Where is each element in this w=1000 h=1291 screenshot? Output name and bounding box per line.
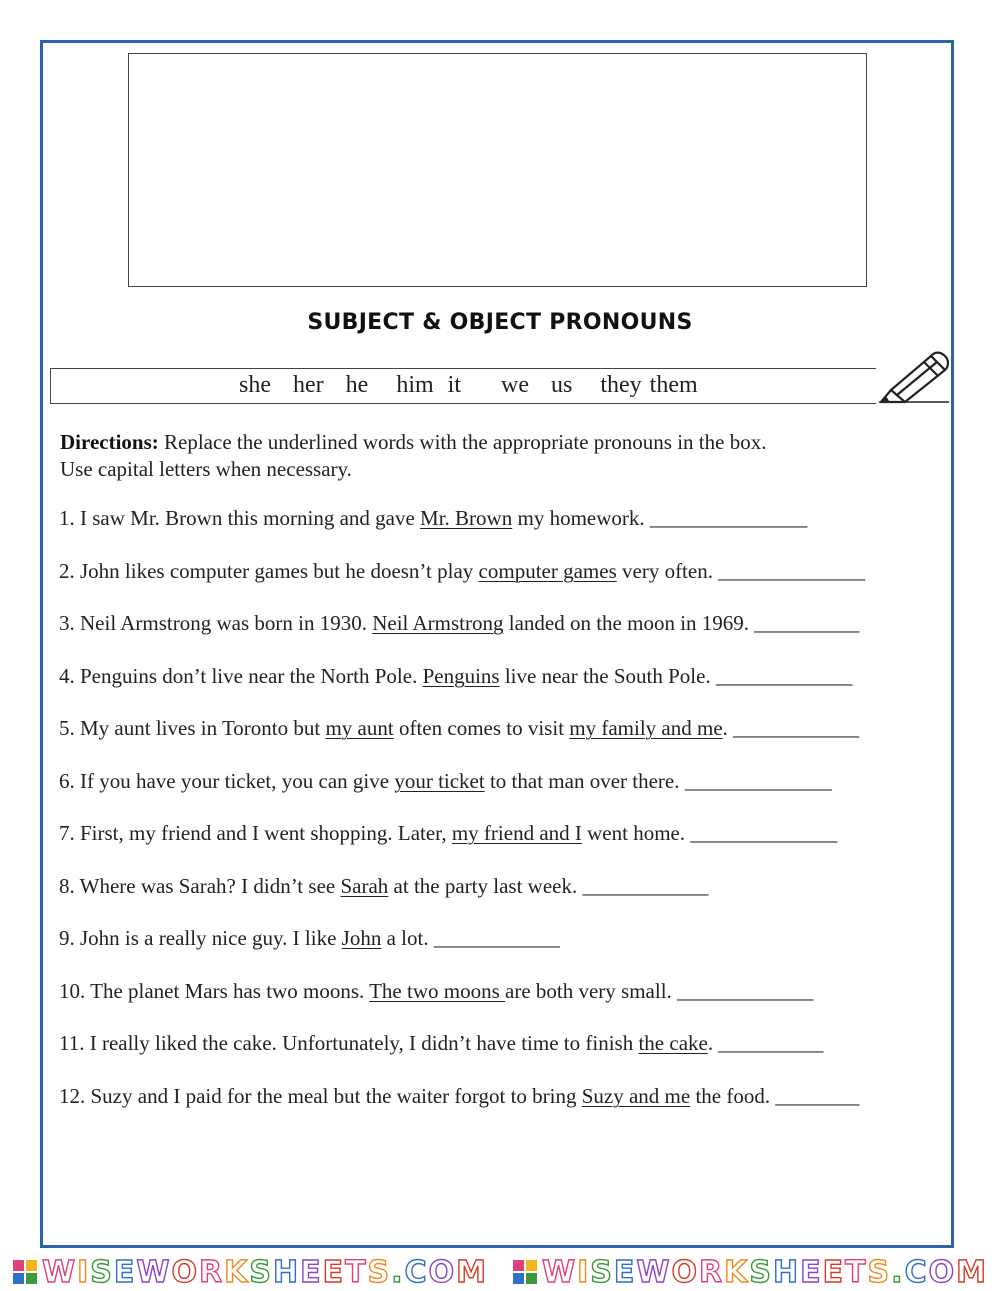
question-9 <box>59 926 560 951</box>
word-bank <box>239 372 698 399</box>
brand-logo-icon <box>512 1259 538 1285</box>
question-text: 4. Penguins don’t live near the North Pole. <box>59 663 423 688</box>
footer-brand-text: WISEWORKSHEETS.COM <box>42 1254 488 1290</box>
word-bank-word: they <box>600 372 642 398</box>
question-text: 9. John is a really nice guy. I like <box>59 926 342 950</box>
question-text: 5. My aunt lives in Toronto but <box>59 716 326 740</box>
question-text: very often. ______________ <box>616 558 866 583</box>
word-bank-word: them <box>649 372 698 398</box>
question-text: at the party last week. ____________ <box>388 873 709 898</box>
underlined-phrase: your ticket <box>394 768 485 793</box>
underlined-phrase: my aunt <box>325 716 394 740</box>
underlined-phrase: computer games <box>478 558 617 583</box>
question-text: 6. If you have your ticket, you can give <box>59 768 395 793</box>
question-text: my homework. _______________ <box>512 506 808 530</box>
underlined-phrase: the cake <box>638 1031 708 1055</box>
word-bank-word: us <box>550 372 573 398</box>
underlined-phrase: my friend and I <box>451 821 582 845</box>
underlined-phrase: Suzy and me <box>581 1083 691 1108</box>
question-text: 3. Neil Armstrong was born in 1930. <box>59 611 373 635</box>
underlined-phrase: Mr. Brown <box>420 506 513 530</box>
footer-brand <box>512 1255 988 1290</box>
question-text: 10. The planet Mars has two moons. <box>59 978 370 1003</box>
question-7 <box>59 821 837 846</box>
worksheet-title: SUBJECT & OBJECT PRONOUNS <box>307 310 693 335</box>
question-12 <box>59 1084 859 1109</box>
question-text: landed on the moon in 1969. __________ <box>503 611 860 635</box>
word-bank-word: he <box>345 372 369 398</box>
brand-logo-icon <box>12 1259 38 1285</box>
word-bank-word: her <box>293 372 324 398</box>
question-text: 2. John likes computer games but he doesn’t play <box>59 558 479 583</box>
underlined-phrase: Sarah <box>340 873 389 898</box>
question-text: . __________ <box>707 1031 824 1055</box>
question-6 <box>59 769 832 794</box>
question-text: often comes to visit <box>393 716 570 740</box>
question-2 <box>59 559 865 584</box>
question-text: live near the South Pole. _____________ <box>499 663 853 688</box>
question-8 <box>59 874 708 899</box>
directions-label: Directions: <box>60 430 159 454</box>
word-bank-box <box>50 368 876 404</box>
underlined-phrase: my family and me <box>569 716 723 740</box>
question-text: went home. ______________ <box>581 821 838 845</box>
question-text: a lot. ____________ <box>381 926 560 950</box>
question-11 <box>59 1031 823 1056</box>
question-text: 7. First, my friend and I went shopping. Later, <box>59 821 452 845</box>
footer-brand <box>12 1255 488 1290</box>
question-3 <box>59 611 859 636</box>
word-bank-word: it <box>447 372 461 398</box>
footer-brand-strip <box>0 1253 1000 1291</box>
word-bank-word: him <box>396 372 434 398</box>
question-text: . ____________ <box>722 716 860 740</box>
pencil-icon <box>877 346 951 404</box>
image-placeholder-box <box>128 53 867 287</box>
question-text: the food. ________ <box>690 1083 860 1108</box>
underlined-phrase: The two moons <box>369 978 506 1003</box>
question-text: 1. I saw Mr. Brown this morning and gave <box>59 506 421 530</box>
footer-brand-text: WISEWORKSHEETS.COM <box>542 1254 988 1290</box>
question-1 <box>59 506 807 531</box>
word-bank-word: we <box>501 372 529 398</box>
question-text: to that man over there. ______________ <box>484 768 832 793</box>
question-text: 12. Suzy and I paid for the meal but the waiter forgot to bring <box>59 1083 582 1108</box>
question-text: 11. I really liked the cake. Unfortunately, I didn’t have time to finish <box>59 1031 639 1055</box>
underlined-phrase: John <box>341 926 382 950</box>
question-text: are both very small. _____________ <box>505 978 814 1003</box>
underlined-phrase: Neil Armstrong <box>372 611 504 635</box>
question-text: 8. Where was Sarah? I didn’t see <box>59 873 341 898</box>
directions-line-2: Use capital letters when necessary. <box>60 457 352 481</box>
underlined-phrase: Penguins <box>422 663 500 688</box>
word-bank-word: she <box>239 372 271 398</box>
directions-text: Replace the underlined words with the appropriate pronouns in the box. <box>158 430 767 454</box>
directions <box>60 429 940 483</box>
question-10 <box>59 979 814 1004</box>
question-4 <box>59 664 852 689</box>
question-5 <box>59 716 859 741</box>
